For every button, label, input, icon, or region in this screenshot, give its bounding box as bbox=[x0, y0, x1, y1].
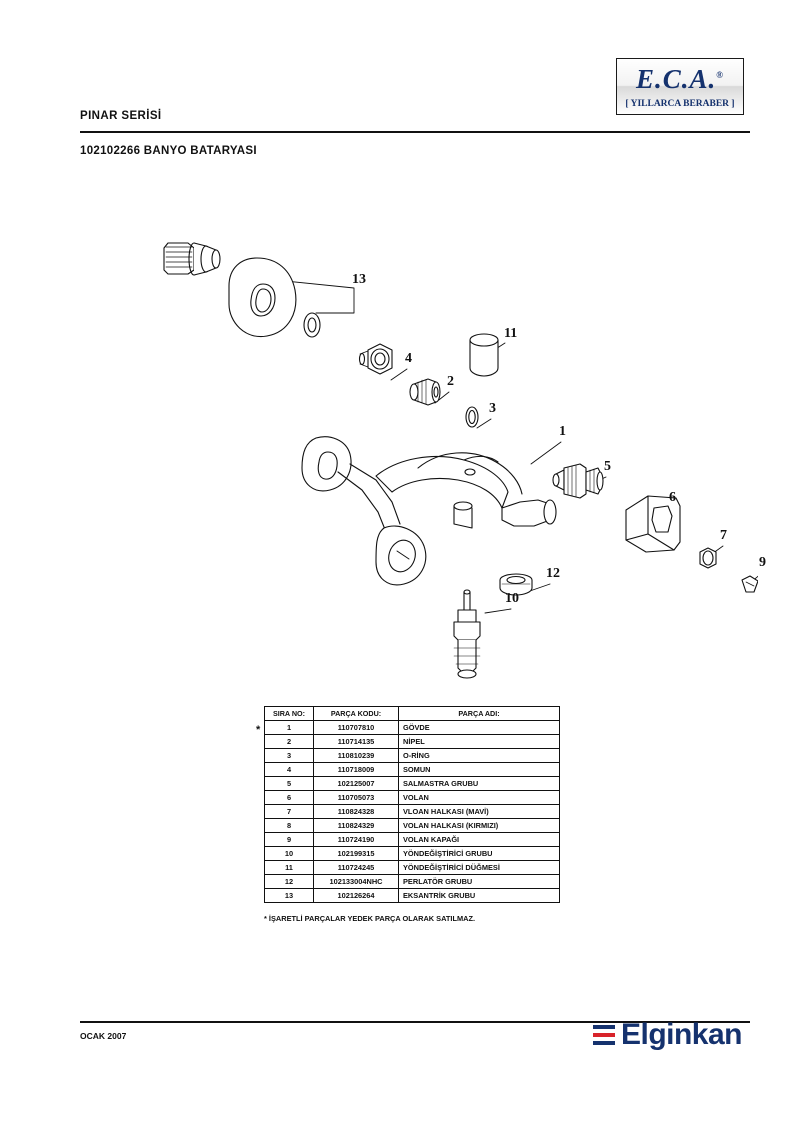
table-row bbox=[265, 875, 560, 889]
cell-name: VOLAN HALKASI (KIRMIZI) bbox=[399, 819, 560, 833]
footer-date: OCAK 2007 bbox=[80, 1031, 127, 1041]
parts-table bbox=[264, 706, 560, 903]
page-title: 102102266 BANYO BATARYASI bbox=[80, 145, 257, 157]
cell-name: EKSANTRİK GRUBU bbox=[399, 889, 560, 903]
cell-code: 110724190 bbox=[314, 833, 399, 847]
cell-name: YÖNDEĞİŞTİRİCİ GRUBU bbox=[399, 847, 560, 861]
cell-code: 110810239 bbox=[314, 749, 399, 763]
eca-logo-wordmark bbox=[617, 64, 743, 95]
cell-name: PERLATÖR GRUBU bbox=[399, 875, 560, 889]
callout-7: 7 bbox=[720, 528, 727, 543]
callout-6: 6 bbox=[669, 490, 676, 505]
cell-code: 102126264 bbox=[314, 889, 399, 903]
exploded-view-diagram bbox=[58, 188, 766, 688]
cell-name: GÖVDE bbox=[399, 721, 560, 735]
callout-3: 3 bbox=[489, 401, 496, 416]
cell-code: 102133004NHC bbox=[314, 875, 399, 889]
cell-name: VOLAN bbox=[399, 791, 560, 805]
table-row bbox=[265, 889, 560, 903]
cell-no: 8 bbox=[265, 819, 314, 833]
cell-code: 110824328 bbox=[314, 805, 399, 819]
table-row bbox=[265, 763, 560, 777]
cell-code: 102125007 bbox=[314, 777, 399, 791]
callout-2: 2 bbox=[447, 374, 454, 389]
table-row bbox=[265, 749, 560, 763]
eca-logo-slogan: [ YILLARCA BERABER ] bbox=[625, 99, 735, 109]
cell-name: O-RİNG bbox=[399, 749, 560, 763]
cell-code: 110705073 bbox=[314, 791, 399, 805]
cell-code: 110714135 bbox=[314, 735, 399, 749]
cell-code: 102199315 bbox=[314, 847, 399, 861]
elginkan-wordmark: Elginkan bbox=[620, 1018, 742, 1051]
cell-name: VLOAN HALKASI (MAVİ) bbox=[399, 805, 560, 819]
series-title: PINAR SERİSİ bbox=[80, 110, 162, 122]
callout-10: 10 bbox=[505, 591, 519, 606]
table-row bbox=[265, 777, 560, 791]
cell-name: SALMASTRA GRUBU bbox=[399, 777, 560, 791]
document-sheet bbox=[18, 18, 782, 1113]
column-header-name: PARÇA ADI: bbox=[399, 707, 560, 721]
eca-logo-text: E.C.A. bbox=[635, 64, 717, 94]
cell-name: VOLAN KAPAĞI bbox=[399, 833, 560, 847]
cell-no: 5 bbox=[265, 777, 314, 791]
callout-5: 5 bbox=[604, 459, 611, 474]
header-divider bbox=[80, 131, 750, 133]
elginkan-bars-icon bbox=[593, 1025, 615, 1045]
cell-name: YÖNDEĞİŞTİRİCİ DÜĞMESİ bbox=[399, 861, 560, 875]
cell-name: SOMUN bbox=[399, 763, 560, 777]
table-footnote: * İŞARETLİ PARÇALAR YEDEK PARÇA OLARAK SATILMAZ. bbox=[264, 914, 476, 923]
cell-code: 110707810 bbox=[314, 721, 399, 735]
cell-no: 2 bbox=[265, 735, 314, 749]
column-header-code: PARÇA KODU: bbox=[314, 707, 399, 721]
column-header-no: SIRA NO: bbox=[265, 707, 314, 721]
callout-9: 9 bbox=[759, 555, 766, 570]
cell-name: NİPEL bbox=[399, 735, 560, 749]
callout-12: 12 bbox=[546, 566, 560, 581]
table-row bbox=[265, 721, 560, 735]
cell-no: 11 bbox=[265, 861, 314, 875]
table-body bbox=[265, 721, 560, 903]
table-row bbox=[265, 847, 560, 861]
cell-no: 12 bbox=[265, 875, 314, 889]
cell-code: 110824329 bbox=[314, 819, 399, 833]
callout-1: 1 bbox=[559, 424, 566, 439]
table-row bbox=[265, 819, 560, 833]
elginkan-logo bbox=[593, 1018, 742, 1052]
callout-11: 11 bbox=[504, 326, 518, 341]
cell-code: 110718009 bbox=[314, 763, 399, 777]
eca-logo bbox=[616, 58, 744, 115]
table-row bbox=[265, 805, 560, 819]
table-header-row bbox=[265, 707, 560, 721]
cell-no: 4 bbox=[265, 763, 314, 777]
cell-code: 110724245 bbox=[314, 861, 399, 875]
cell-no: 6 bbox=[265, 791, 314, 805]
cell-no: 10 bbox=[265, 847, 314, 861]
table-row bbox=[265, 735, 560, 749]
registered-mark-icon: ® bbox=[716, 70, 724, 80]
table-row bbox=[265, 791, 560, 805]
callout-13: 13 bbox=[352, 272, 366, 287]
cell-no: 9 bbox=[265, 833, 314, 847]
cell-no: 3 bbox=[265, 749, 314, 763]
table-row bbox=[265, 833, 560, 847]
faucet-exploded-drawing bbox=[58, 188, 758, 688]
table-row-marker: * bbox=[256, 724, 261, 736]
cell-no: 7 bbox=[265, 805, 314, 819]
cell-no: 13 bbox=[265, 889, 314, 903]
table-row bbox=[265, 861, 560, 875]
cell-no: 1 bbox=[265, 721, 314, 735]
callout-4: 4 bbox=[405, 351, 412, 366]
